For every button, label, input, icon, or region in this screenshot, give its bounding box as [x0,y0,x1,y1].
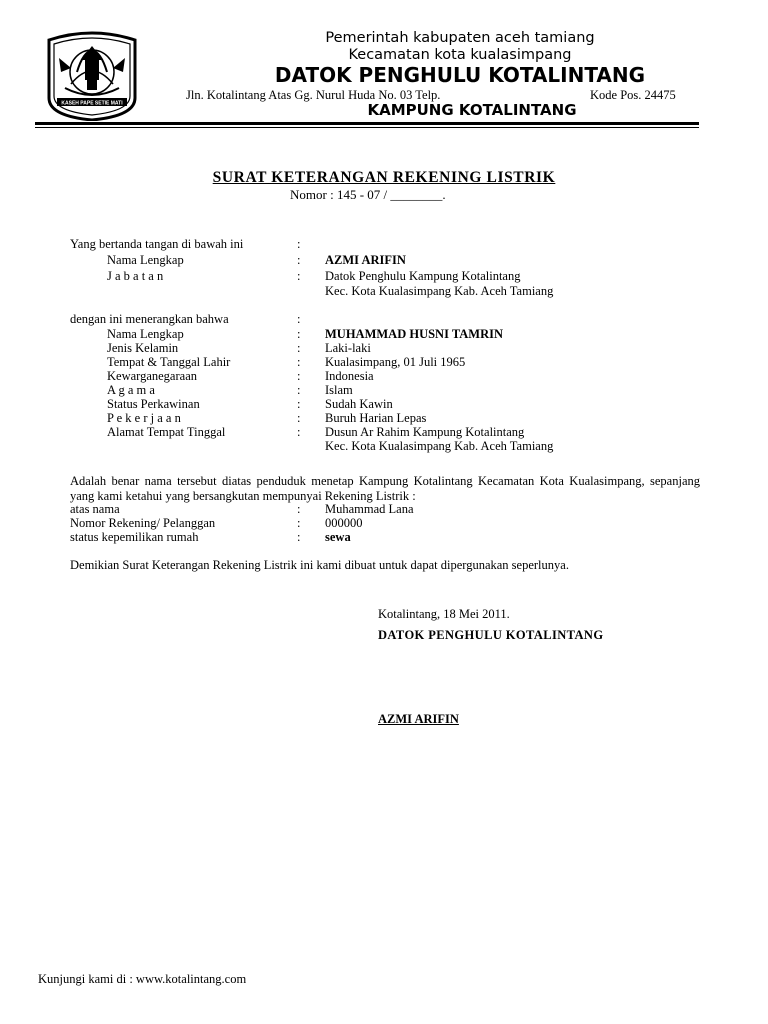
colon: : [297,341,301,355]
subject-birth-label: Tempat & Tanggal Lahir [107,355,231,369]
letterhead-divider-thin [35,127,699,128]
subject-birth-value: Kualasimpang, 01 Juli 1965 [325,355,466,369]
subject-marital-label: Status Perkawinan [107,397,200,411]
house-status-label: status kepemilikan rumah [70,530,199,544]
document-title: SURAT KETERANGAN REKENING LISTRIK [212,169,556,186]
signer-position-value: Datok Penghulu Kampung Kotalintang [325,269,521,283]
colon: : [297,502,301,516]
house-status-value: sewa [325,530,351,544]
colon: : [297,327,301,341]
signer-position-value-line2: Kec. Kota Kualasimpang Kab. Aceh Tamiang [325,284,554,298]
colon: : [297,237,301,251]
subject-marital-value: Sudah Kawin [325,397,393,411]
letterhead-divider-thick [35,122,699,125]
statement-paragraph: Adalah benar nama tersebut diatas penduduk menetap Kampung Kotalintang Kecamatan Kota Kualasimpang, sepanjang yang kami ketahui yang bersangkutan mempunyai Rekening Listrik : [70,474,700,503]
subject-gender-label: Jenis Kelamin [107,341,179,355]
footer-website: Kunjungi kami di : www.kotalintang.com [38,972,247,986]
subject-gender-value: Laki-laki [325,341,371,355]
closing-paragraph: Demikian Surat Keterangan Rekening Listrik ini kami dibuat untuk dapat dipergunakan seperlunya. [70,558,569,572]
letterhead-office: DATOK PENGHULU KOTALINTANG [274,63,646,87]
subject-occupation-value: Buruh Harian Lepas [325,411,427,425]
letterhead-village: KAMPUNG KOTALINTANG [367,101,577,119]
subject-name-value: MUHAMMAD HUSNI TAMRIN [325,327,503,341]
account-number-value: 000000 [325,516,363,530]
colon: : [297,355,301,369]
subject-citizenship-label: Kewarganegaraan [107,369,197,383]
subject-address-value-line2: Kec. Kota Kualasimpang Kab. Aceh Tamiang [325,439,554,453]
letterhead-line1: Pemerintah kabupaten aceh tamiang [325,30,595,46]
colon: : [297,369,301,383]
regency-emblem-logo [41,28,143,121]
colon: : [297,269,301,283]
colon: : [297,312,301,326]
signer-position-label: J a b a t a n [107,269,164,283]
colon: : [297,411,301,425]
subject-address-label: Alamat Tempat Tinggal [107,425,226,439]
colon: : [297,530,301,544]
subject-religion-value: Islam [325,383,353,397]
document-number: Nomor : 145 - 07 / ________. [290,187,446,202]
account-holder-label: atas nama [70,502,120,516]
signer-name-value: AZMI ARIFIN [325,253,406,267]
logo-motto: KASEH PAPE SETIE MATI [61,100,123,107]
signature-name: AZMI ARIFIN [378,712,459,726]
colon: : [297,397,301,411]
account-holder-value: Muhammad Lana [325,502,414,516]
subject-occupation-label: P e k e r j a a n [107,411,181,425]
account-number-label: Nomor Rekening/ Pelanggan [70,516,216,530]
signature-place-date: Kotalintang, 18 Mei 2011. [378,607,510,621]
colon: : [297,383,301,397]
subject-intro: dengan ini menerangkan bahwa [70,312,229,326]
letterhead-postcode: Kode Pos. 24475 [590,88,676,102]
letterhead-line2: Kecamatan kota kualasimpang [348,47,572,63]
letterhead-address: Jln. Kotalintang Atas Gg. Nurul Huda No. 03 Telp. [186,88,441,102]
subject-citizenship-value: Indonesia [325,369,374,383]
signature-office: DATOK PENGHULU KOTALINTANG [378,628,604,642]
colon: : [297,516,301,530]
signer-intro: Yang bertanda tangan di bawah ini [70,237,244,251]
subject-religion-label: A g a m a [107,383,155,397]
colon: : [297,425,301,439]
signer-name-label: Nama Lengkap [107,253,184,267]
subject-address-value: Dusun Ar Rahim Kampung Kotalintang [325,425,525,439]
colon: : [297,253,301,267]
subject-name-label: Nama Lengkap [107,327,184,341]
